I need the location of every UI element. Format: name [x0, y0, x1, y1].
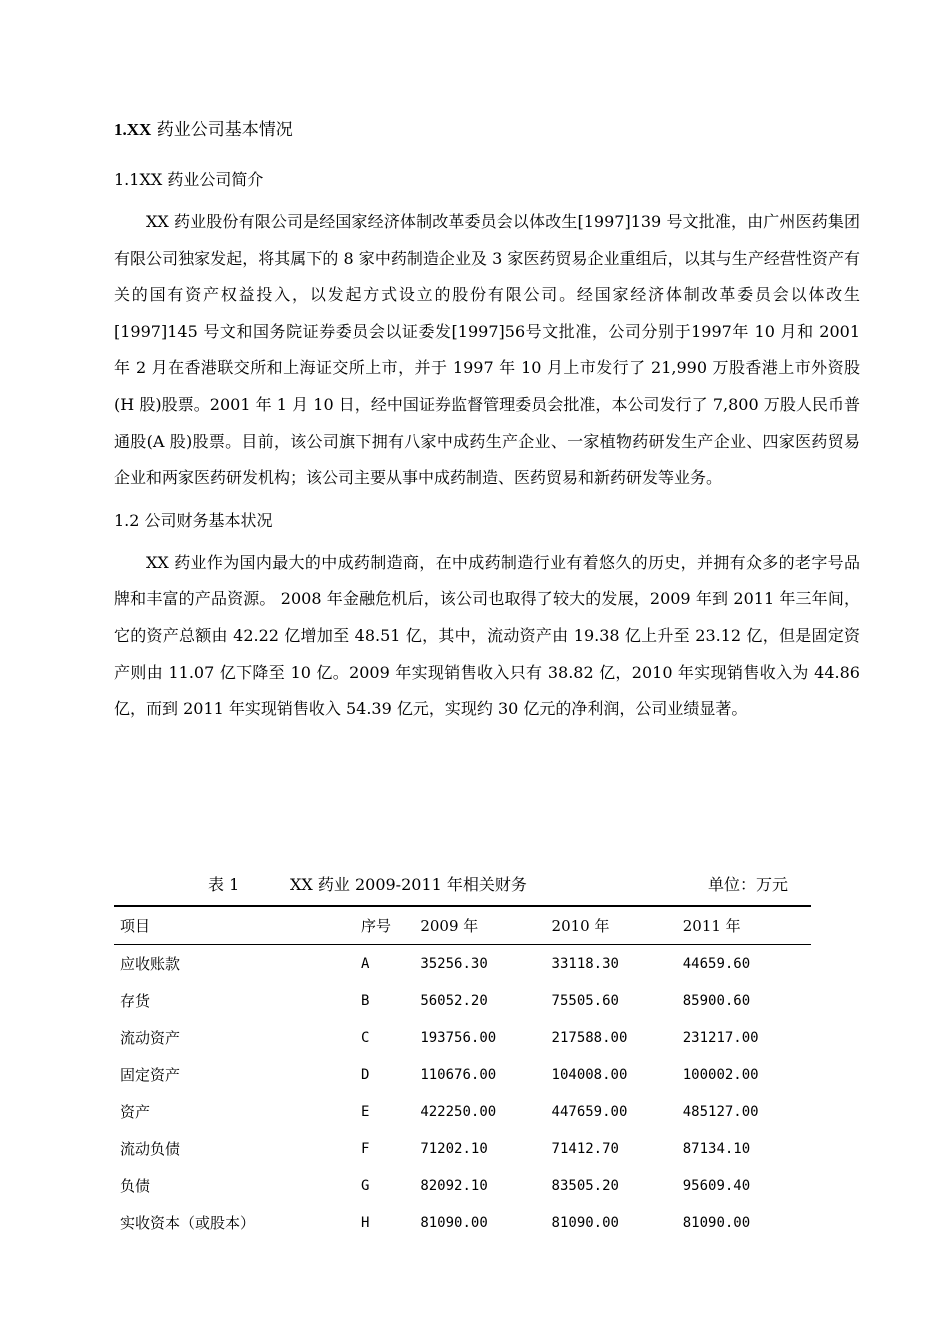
cell-2009: 71202.10: [420, 1140, 488, 1157]
table-row: [114, 1204, 811, 1241]
cell-2009: 193756.00: [420, 1029, 497, 1046]
cell-2009: 35256.30: [420, 955, 488, 972]
cell-item: 资产: [120, 1103, 151, 1121]
cell-2009: 110676.00: [420, 1066, 497, 1083]
cell-2011: 95609.40: [682, 1177, 751, 1194]
table-header: [114, 906, 811, 945]
cell-2011: 231217.00: [682, 1029, 759, 1046]
cell-item: 固定资产: [120, 1066, 181, 1084]
cell-seq: H: [360, 1214, 370, 1231]
section-1-1-heading: 1.1XX 药业公司简介: [114, 170, 264, 189]
cell-2011: 87134.10: [682, 1140, 751, 1157]
section-1-1-paragraph: XX 药业股份有限公司是经国家经济体制改革委员会以体改生[1997]139 号文批准，由广州医药集团有限公司独家发起，将其属下的 8 家中药制造企业及 3 家医药贸易企业重组后，以其与生产经营性资产有关的国有资产权益投入，以发起方式设立的股份有限公司。经国家经济体制改革委员会以体改生[1997]145 号文和国务院证券委员会以证委发[1997]56号文批准，公司分别于1997年 10 月和 2001 年 2 月在香港联交所和上海证交所上市，并于 1997 年 10 月上市发行了 21,990 万股香港上市外资股(H 股)股票。2001 年 1 月 10 日，经中国证券监督管理委员会批准，本公司发行了 7,800 万股人民币普通股(A 股)股票。目前，该公司旗下拥有八家中成药生产企业、一家植物药研发生产企业、四家医药贸易企业和两家医药研发机构；该公司主要从事中成药制造、医药贸易和新药研发等业务。: [114, 212, 860, 488]
table-row: [114, 945, 811, 983]
table-caption-label: 表 1: [208, 875, 240, 894]
header-2009: 2009 年: [420, 917, 479, 935]
cell-seq: A: [360, 955, 370, 972]
cell-2010: 81090.00: [551, 1214, 619, 1231]
cell-item: 应收账款: [120, 955, 181, 973]
section-1-title: 药业公司基本情况: [151, 120, 293, 140]
cell-2011: 100002.00: [682, 1066, 759, 1083]
table-caption: [114, 868, 814, 902]
section-1-2-heading: 1.2 公司财务基本状况: [114, 510, 273, 530]
cell-2010: 217588.00: [551, 1029, 628, 1046]
cell-2010: 33118.30: [551, 955, 619, 972]
table-caption-unit: 单位：万元: [708, 875, 789, 894]
table-caption-title: XX 药业 2009-2011 年相关财务: [290, 875, 527, 894]
table-row: [114, 1167, 811, 1204]
cell-2011: 44659.60: [682, 955, 751, 972]
cell-2010: 71412.70: [551, 1140, 619, 1157]
cell-2010: 104008.00: [551, 1066, 628, 1083]
cell-item: 负债: [120, 1177, 151, 1195]
table-row: [114, 1130, 811, 1167]
cell-seq: C: [360, 1029, 370, 1046]
cell-2011: 485127.00: [682, 1103, 759, 1120]
cell-2010: 83505.20: [551, 1177, 619, 1194]
cell-2009: 82092.10: [420, 1177, 488, 1194]
table-row: [114, 1093, 811, 1130]
header-2011: 2011 年: [682, 917, 741, 935]
section-1-heading: [114, 112, 860, 148]
cell-item: 存货: [120, 992, 151, 1010]
header-seq: 序号: [360, 917, 391, 935]
cell-item: 流动负债: [120, 1140, 181, 1158]
header-2010: 2010 年: [551, 917, 610, 935]
section-1-2-paragraph: XX 药业作为国内最大的中成药制造商，在中成药制造行业有着悠久的历史，并拥有众多的老字号品牌和丰富的产品资源。 2008 年金融危机后，该公司也取得了较大的发展，2009 年到 2011 年三年间，它的资产总额由 42.22 亿增加至 48.51 亿，其中，流动资产由 19.38 亿上升至 23.12 亿，但是固定资产则由 11.07 亿下降至 10 亿。2009 年实现销售收入只有 38.82 亿，2010 年实现销售收入为 44.86 亿，而到 2011 年实现销售收入 54.39 亿元，实现约 30 亿元的净利润，公司业绩显著。: [114, 552, 860, 719]
table-row: [114, 1056, 811, 1093]
table-header-row: [114, 906, 811, 945]
cell-2011: 85900.60: [682, 992, 751, 1009]
document-body: [114, 112, 860, 734]
cell-item: 流动资产: [120, 1029, 181, 1047]
cell-2010: 447659.00: [551, 1103, 628, 1120]
cell-seq: D: [360, 1066, 370, 1083]
cell-seq: B: [360, 992, 370, 1009]
cell-2009: 81090.00: [420, 1214, 488, 1231]
cell-2011: 81090.00: [682, 1214, 751, 1231]
cell-item: 实收资本（或股本）: [120, 1214, 256, 1232]
header-item: 项目: [120, 917, 151, 935]
cell-2010: 75505.60: [551, 992, 619, 1009]
section-1-number: 1.XX: [114, 120, 152, 139]
cell-2009: 56052.20: [420, 992, 488, 1009]
table-row: [114, 982, 811, 1019]
financial-table: [114, 905, 811, 1241]
table-row: [114, 1019, 811, 1056]
cell-seq: G: [360, 1177, 370, 1194]
table-body: [114, 945, 811, 1242]
cell-2009: 422250.00: [420, 1103, 497, 1120]
cell-seq: E: [360, 1103, 370, 1120]
cell-seq: F: [360, 1140, 370, 1157]
